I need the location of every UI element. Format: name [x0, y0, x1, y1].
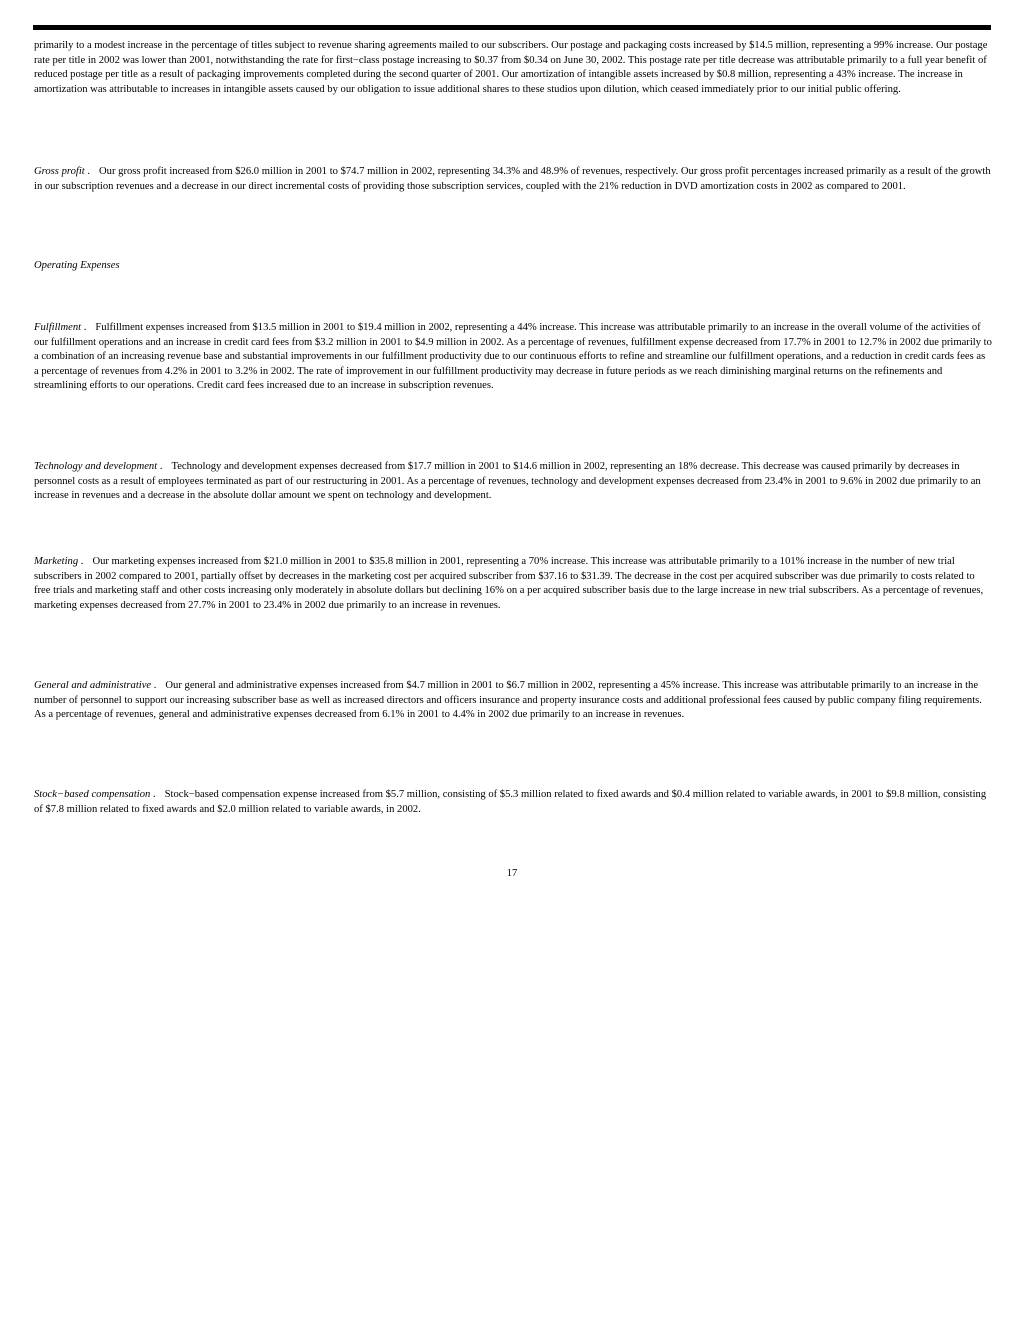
page-number: 17: [506, 868, 518, 879]
top-rule: [33, 25, 991, 30]
fulfillment-paragraph: Fulfillment . Fulfillment expenses increased from $13.5 million in 2001 to $19.4 million in 2002, representing a 44% increase. This increase was attributable primarily to an increase in the overall volume of the activities of our fulfillment operations and an increase in credit card fees from $3.2 million in 2001 to $4.9 million in 2002. As a percentage of revenues, fulfillment expense decreased from 17.7% in 2001 to 12.7% in 2002 due primarily to a combination of an increasing revenue base and substantial improvements in our fulfillment productivity due to our continuous efforts to refine and streamline our fulfillment operations, and a reduction in credit cards fees as a percentage of revenues from 4.2% in 2001 to 3.2% in 2002. The rate of improvement in our fulfillment productivity may decrease in future periods as we reach diminishing marginal returns on the refinements and streamlining efforts to our operations. Credit card fees increased due to an increase in subscription revenues.: [34, 322, 992, 392]
fulfillment-text: Fulfillment expenses increased from $13.5 million in 2001 to $19.4 million in 2002, representing a 44% increase. This increase was attributable primarily to an increase in the overall volume of the activities of our fulfillment operations and an increase in credit card fees from $3.2 million in 2001 to $4.9 million in 2002. As a percentage of revenues, fulfillment expense decreased from 17.7% in 2001 to 12.7% in 2002 due primarily to a combination of an increasing revenue base and substantial improvements in our fulfillment productivity due to our continuous efforts to refine and streamline our fulfillment operations, and a reduction in credit cards fees as a percentage of revenues from 4.2% in 2001 to 3.2% in 2002. The rate of improvement in our fulfillment productivity may decrease in future periods as we reach diminishing marginal returns on the refinements and streamlining efforts to our operations. Credit card fees increased due to an increase in subscription revenues.: [34, 322, 992, 392]
technology-paragraph: Technology and development . Technology and development expenses decreased from $17.7 million in 2001 to $14.6 million in 2002, representing an 18% decrease. This decrease was caused primarily by decreases in personnel costs as a result of employees terminated as part of our restructuring in 2001. As a percentage of revenues, technology and development expenses decreased from 23.4% in 2001 to 9.6% in 2002 due primarily to an increase in revenues and a decrease in the absolute dollar amount we spent on technology and development.: [34, 461, 981, 502]
fulfillment-lead: Fulfillment: [34, 322, 82, 333]
general-admin-paragraph: General and administrative . Our general and administrative expenses increased from $4.7 million in 2001 to $6.7 million in 2002, representing a 45% increase. This increase was attributable primarily to an increase in the number of personnel to support our increasing subscriber base as well as increased directors and officers insurance and property insurance costs and additional professional fees caused by public company filing requirements. As a percentage of revenues, general and administrative expenses decreased from 6.1% in 2001 to 4.4% in 2002 due primarily to an increase in revenues.: [34, 680, 982, 721]
operating-expenses-heading: Operating Expenses: [34, 260, 120, 271]
gross-profit-text: Our gross profit increased from $26.0 million in 2001 to $74.7 million in 2002, representing 34.3% and 48.9% of revenues, respectively. Our gross profit percentages increased primarily as a result of the growth in our subscription revenues and a decrease in our direct incremental costs of providing those subscription services, coupled with the 21% reduction in DVD amortization costs in 2002 as compared to 2001.: [34, 166, 991, 192]
gross-profit-lead: Gross profit: [34, 166, 85, 177]
marketing-lead: Marketing: [34, 556, 79, 567]
marketing-text: Our marketing expenses increased from $21.0 million in 2001 to $35.8 million in 2001, representing a 70% increase. This increase was attributable primarily to a 101% increase in the number of new trial subscribers in 2002 compared to 2001, partially offset by decreases in the marketing cost per acquired subscriber from $37.16 to $31.39. The decrease in the cost per acquired subscriber was due primarily to costs related to free trials and marketing staff and other costs increasing only moderately in absolute dollars but declining 16% on a per acquired subscriber basis due to the large increase in new trial subscribers. As a percentage of revenues, marketing expenses decreased from 27.7% in 2001 to 23.4% in 2002 due primarily to an increase in revenues.: [34, 556, 984, 611]
stock-compensation-paragraph: Stock−based compensation . Stock−based compensation expense increased from $5.7 million, consisting of $5.3 million related to fixed awards and $0.4 million related to variable awards, in 2001 to $9.8 million, consisting of $7.8 million related to fixed awards and $2.0 million related to variable awards, in 2002.: [34, 789, 987, 815]
technology-lead: Technology and development: [34, 461, 158, 472]
general-admin-lead: General and administrative: [34, 680, 152, 691]
marketing-paragraph: Marketing . Our marketing expenses increased from $21.0 million in 2001 to $35.8 million in 2001, representing a 70% increase. This increase was attributable primarily to a 101% increase in the number of new trial subscribers in 2002 compared to 2001, partially offset by decreases in the marketing cost per acquired subscriber from $37.16 to $31.39. The decrease in the cost per acquired subscriber was due primarily to costs related to free trials and marketing staff and other costs increasing only moderately in absolute dollars but declining 16% on a per acquired subscriber basis due to the large increase in new trial subscribers. As a percentage of revenues, marketing expenses decreased from 27.7% in 2001 to 23.4% in 2002 due primarily to an increase in revenues.: [34, 556, 984, 611]
general-admin-text: Our general and administrative expenses increased from $4.7 million in 2001 to $6.7 million in 2002, representing a 45% increase. This increase was attributable primarily to an increase in the number of personnel to support our increasing subscriber base as well as increased directors and officers insurance and property insurance costs and additional professional fees caused by public company filing requirements. As a percentage of revenues, general and administrative expenses decreased from 6.1% in 2001 to 4.4% in 2002 due primarily to an increase in revenues.: [34, 680, 982, 721]
stock-compensation-text: Stock−based compensation expense increased from $5.7 million, consisting of $5.3 million related to fixed awards and $0.4 million related to variable awards, in 2001 to $9.8 million, consisting of $7.8 million related to fixed awards and $2.0 million related to variable awards, in 2002.: [34, 789, 987, 815]
intro-paragraph-text: primarily to a modest increase in the percentage of titles subject to revenue sharing agreements mailed to our subscribers. Our postage and packaging costs increased by $14.5 million, representing a 99% increase. Our postage rate per title in 2002 was lower than 2001, notwithstanding the rate for first−class postage increasing to $0.37 from $0.34 on June 30, 2002. This postage rate per title decrease was attributable primarily to a full year benefit of reduced postage per title as a result of packaging improvements completed during the second quarter of 2001. Our amortization of intangible assets increased by $0.8 million, representing a 43% increase. The increase in amortization was attributable to increases in intangible assets caused by our obligation to issue additional shares to these studios upon dilution, which ceased immediately prior to our initial public offering.: [34, 40, 988, 95]
technology-text: Technology and development expenses decreased from $17.7 million in 2001 to $14.6 million in 2002, representing an 18% decrease. This decrease was caused primarily by decreases in personnel costs as a result of employees terminated as part of our restructuring in 2001. As a percentage of revenues, technology and development expenses decreased from 23.4% in 2001 to 9.6% in 2002 due primarily to an increase in revenues and a decrease in the absolute dollar amount we spent on technology and development.: [34, 461, 981, 502]
stock-compensation-lead: Stock−based compensation: [34, 789, 151, 800]
intro-paragraph: [34, 39, 992, 97]
gross-profit-paragraph: Gross profit . Our gross profit increased from $26.0 million in 2001 to $74.7 million in 2002, representing 34.3% and 48.9% of revenues, respectively. Our gross profit percentages increased primarily as a result of the growth in our subscription revenues and a decrease in our direct incremental costs of providing those subscription services, coupled with the 21% reduction in DVD amortization costs in 2002 as compared to 2001.: [34, 166, 991, 192]
